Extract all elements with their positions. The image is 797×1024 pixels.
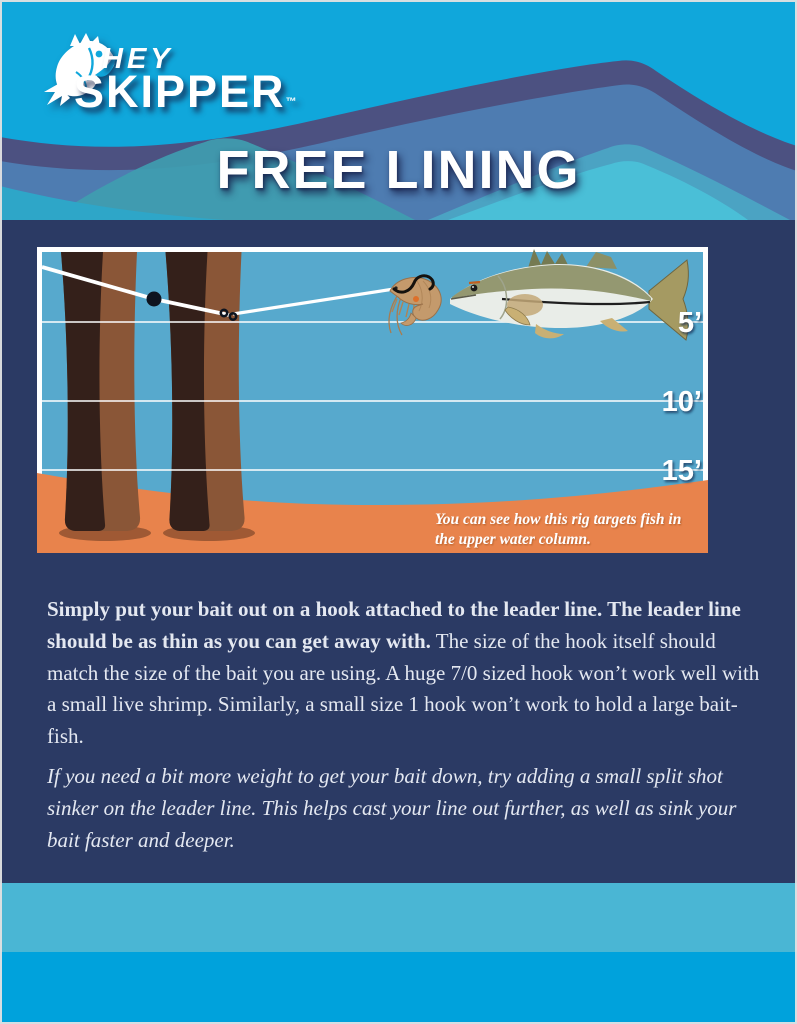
page-title: FREE LINING (216, 140, 581, 200)
content-panel (0, 220, 797, 883)
depth-label-10ft: 10’ (661, 386, 702, 418)
brand-skipper (74, 66, 297, 118)
body-copy (47, 594, 766, 856)
paragraph-hook-advice (47, 594, 766, 753)
caption-line-1: You can see how this rig targets fish in (435, 511, 682, 528)
depth-label-5ft: 5’ (677, 307, 702, 339)
brand-skipper-text: SKIPPER (74, 66, 286, 117)
dock-piling (166, 252, 245, 531)
paragraph-lead-bold: Simply put your bait out on a hook attached to the leader line. The leader line should be as thin as you can get away with. (47, 597, 741, 653)
dock-piling (61, 252, 140, 531)
brand-logo (40, 26, 340, 126)
rig-diagram-svg (37, 247, 708, 553)
header-banner (0, 0, 797, 220)
footer-wave-cyan-band (0, 952, 797, 1024)
rig-diagram (37, 247, 708, 553)
split-shot-sinker (147, 292, 162, 307)
paragraph-lead-rest: The size of the hook itself should match the size of the bait you are using. A huge 7/0 sized hook won’t work well with a small live shrimp. Similarly, a small size 1 hook won’t work to hold a large bait-fish. (47, 628, 760, 749)
brand-hey: HEY (102, 43, 174, 75)
depth-label-15ft: 15’ (661, 455, 702, 487)
paragraph-splitshot-tip: If you need a bit more weight to get your bait down, try adding a small split shot sinker on the leader line. This helps cast your line out further, as well as sink your bait faster and deeper. (47, 763, 737, 852)
brand-trademark: ™ (285, 96, 297, 108)
caption-line-2: the upper water column. (435, 531, 591, 548)
footer-wave-teal-band (0, 883, 797, 952)
